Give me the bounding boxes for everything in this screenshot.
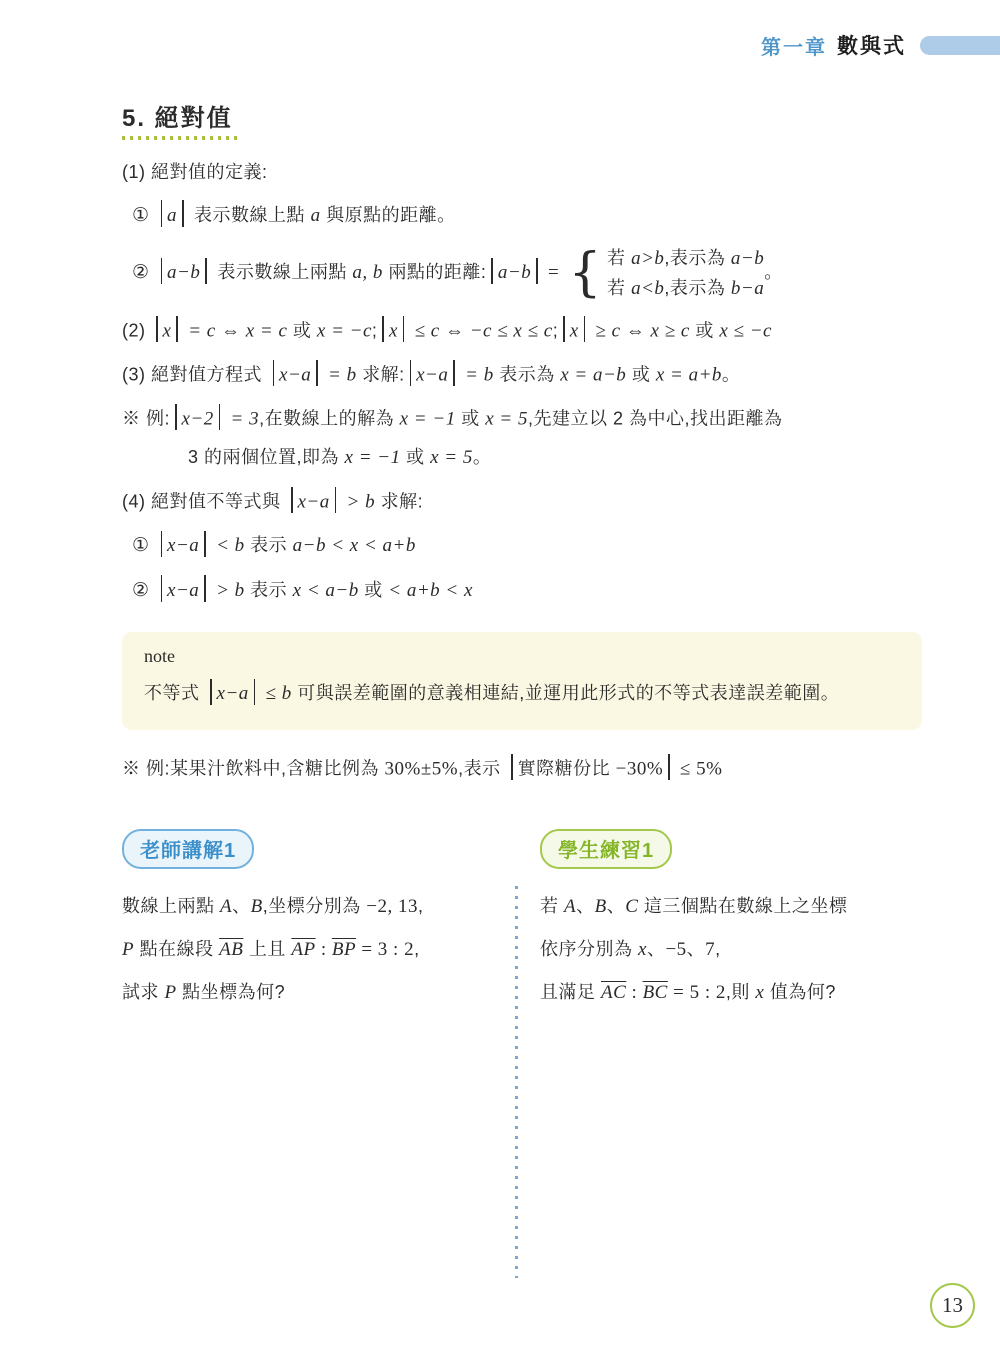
math-segment: x — [162, 320, 172, 342]
student-line-2 — [540, 932, 924, 967]
text-segment: 若 — [540, 895, 565, 916]
math-segment: > b — [210, 579, 245, 601]
math-segment: a−b — [730, 248, 765, 270]
text-segment: ,坐標分別為 — [262, 895, 367, 916]
math-segment: x — [755, 982, 765, 1004]
number-segment: −5 — [665, 938, 687, 960]
absolute-value-bar — [273, 360, 275, 386]
text-segment: 試求 — [122, 982, 165, 1003]
text-segment: ; — [371, 320, 378, 341]
text-segment: (2) — [122, 320, 151, 341]
number-segment: 7 — [705, 938, 716, 960]
student-line-1 — [540, 889, 924, 924]
overline-segment: $\overline{BP}$ — [331, 938, 357, 960]
absolute-value-bar — [161, 575, 163, 601]
text-segment: 、 — [606, 895, 626, 916]
math-segment: a−b — [167, 262, 201, 284]
absolute-value-bar — [156, 316, 158, 342]
text-segment: 表示數線上兩點 — [211, 262, 353, 283]
absolute-value-bar — [335, 487, 337, 513]
math-segment: x = a+b — [655, 364, 722, 386]
math-segment: x = 5 — [430, 447, 473, 469]
math-segment: x = a−b — [560, 364, 627, 386]
page-header — [0, 33, 1000, 57]
absolute-value-bar — [161, 258, 163, 284]
note-box — [122, 632, 922, 730]
chapter-title: 數與式 — [837, 35, 906, 58]
content-line-3 — [132, 244, 924, 303]
student-column — [540, 829, 924, 1281]
math-segment: x — [569, 320, 579, 342]
math-segment: < a+b < x — [388, 579, 473, 601]
math-segment: x = −1 — [344, 447, 401, 469]
math-segment: = b — [322, 364, 357, 386]
cases-row — [607, 274, 764, 303]
teacher-line-3 — [122, 975, 514, 1010]
overline-segment: $\overline{BC}$ — [642, 982, 668, 1004]
absolute-value-bar — [563, 316, 565, 342]
main-content — [122, 98, 924, 1281]
text-segment: 數線上兩點 — [122, 895, 221, 916]
number-segment: −30% — [615, 758, 664, 780]
content-line-5 — [122, 360, 924, 391]
number-segment: = — [542, 262, 565, 284]
teacher-example-text — [122, 889, 514, 1010]
student-practice-badge: 學生練習1 — [540, 829, 672, 869]
student-practice-text — [540, 889, 924, 1010]
math-segment: C — [625, 895, 639, 917]
absolute-value-bar — [205, 258, 207, 284]
page-number-badge — [930, 1283, 975, 1328]
page-number: 13 — [942, 1293, 963, 1317]
math-segment: x = −c — [316, 320, 372, 342]
teacher-line-2 — [122, 932, 514, 967]
absolute-value-bar — [161, 200, 163, 226]
absolute-value-bar — [403, 316, 405, 342]
math-segment: P — [164, 982, 177, 1004]
example-line — [122, 754, 924, 785]
text-segment: 、 — [232, 895, 251, 916]
math-segment: ≤ b — [260, 683, 292, 705]
content-line-6 — [122, 404, 924, 435]
content-line-1 — [122, 158, 924, 187]
math-segment: x−a — [167, 579, 200, 601]
math-segment: x−a — [416, 364, 449, 386]
math-segment: = b — [459, 364, 494, 386]
text-segment: 點在線段 — [134, 938, 220, 959]
content-line-4 — [122, 316, 924, 347]
absolute-value-bar — [182, 200, 184, 226]
cases-expression — [568, 244, 764, 303]
text-segment: 或 — [358, 579, 389, 600]
text-segment: 與原點的距離。 — [320, 204, 456, 225]
cases-brace: { — [568, 243, 603, 304]
text-segment: 或 — [689, 320, 720, 341]
dotted-column-divider — [515, 886, 518, 1278]
text-segment: 可與誤差範圍的意義相連結,並運用此形式的不等式表達誤差範圍。 — [291, 683, 840, 704]
math-segment: = 3 — [225, 407, 260, 429]
absolute-value-bar — [204, 575, 206, 601]
teacher-column — [122, 829, 514, 1281]
exercise-section — [122, 829, 924, 1281]
text-segment: 若 — [607, 248, 632, 269]
absolute-value-bar — [536, 258, 538, 284]
math-segment: a, b — [352, 262, 383, 284]
text-segment: 且滿足 — [540, 982, 602, 1003]
cases-rows — [607, 244, 764, 303]
math-segment: x < a−b — [292, 579, 359, 601]
content-line-2 — [132, 200, 924, 231]
text-segment: 不等式 — [144, 683, 206, 704]
text-segment: 、 — [646, 938, 666, 959]
cases-row — [607, 244, 764, 273]
number-segment: = 5 : 2 — [667, 982, 726, 1004]
number-segment: : — [315, 938, 332, 960]
teacher-example-badge: 老師講解1 — [122, 829, 254, 869]
text-segment: 點坐標為何? — [176, 982, 286, 1003]
text-segment: 求解: — [375, 491, 424, 511]
math-segment: a<b — [631, 277, 665, 299]
math-segment: x = −1 — [399, 407, 456, 429]
text-segment: (4) 絕對值不等式與 — [122, 491, 287, 511]
math-segment: x ≤ −c — [719, 320, 772, 342]
math-segment: ≥ c ⇔ x ≥ c — [590, 320, 690, 342]
absolute-value-bar — [219, 404, 221, 430]
math-segment: P — [122, 938, 135, 960]
section-title-dotted-underline — [122, 136, 242, 140]
overline-segment: $\overline{AB}$ — [219, 938, 244, 960]
section-title: 5. 絕對值 — [122, 105, 233, 132]
math-segment: = c ⇔ x = c — [182, 320, 288, 342]
math-segment: a — [167, 204, 178, 226]
text-segment: ; — [552, 320, 559, 341]
math-segment: a>b — [631, 248, 665, 270]
math-segment: a−b — [497, 262, 532, 284]
math-segment: B — [594, 895, 607, 917]
text-segment: 。 — [721, 364, 741, 385]
absolute-value-bar — [161, 531, 163, 557]
teacher-line-1 — [122, 889, 514, 924]
absolute-value-bar — [291, 487, 293, 513]
absolute-value-bar — [453, 360, 455, 386]
absolute-value-bar — [210, 679, 212, 705]
math-segment: x−a — [297, 491, 330, 512]
number-segment: = 3 : 2 — [356, 938, 415, 960]
text-segment: 值為何? — [764, 982, 836, 1003]
text-segment: 依序分別為 — [540, 938, 639, 959]
text-segment: ,則 — [725, 982, 756, 1003]
content-line-9 — [132, 530, 924, 561]
content-line-10 — [132, 575, 924, 606]
text-segment: 表示數線上點 — [188, 204, 311, 225]
note-label: note — [144, 646, 175, 667]
number-segment: : — [626, 982, 643, 1004]
text-segment: 或 — [626, 364, 656, 385]
math-segment: a−b < x < a+b — [292, 535, 416, 557]
text-segment: ※ 例:某果汁飲料中,含糖比例為 — [122, 758, 385, 779]
absolute-value-bar — [584, 316, 586, 342]
text-segment: 表示 — [244, 579, 293, 600]
circled-number: ① — [132, 534, 150, 557]
math-segment: A — [564, 895, 577, 917]
math-segment: < b — [210, 535, 245, 557]
note-body — [144, 675, 900, 714]
absolute-value-bar — [254, 679, 256, 705]
circled-number: ① — [132, 203, 150, 226]
math-segment: x−a — [216, 683, 249, 705]
math-segment: x−2 — [181, 407, 214, 429]
text-segment: (3) 絕對值方程式 — [122, 364, 268, 385]
text-segment: 求解: — [356, 364, 405, 385]
absolute-value-bar — [491, 258, 493, 284]
absolute-value-bar — [511, 754, 513, 780]
math-segment: x−a — [167, 535, 200, 557]
text-segment: ,先建立以 2 為中心,找出距離為 — [527, 407, 783, 428]
text-segment: 、 — [686, 938, 706, 959]
text-segment: ,在數線上的解為 — [259, 407, 400, 428]
text-segment: 。 — [472, 447, 492, 468]
text-segment: 實際糖份比 — [517, 758, 616, 779]
math-segment: a — [310, 204, 321, 226]
math-segment: x — [388, 320, 398, 342]
student-line-3 — [540, 975, 924, 1010]
text-segment: 3 的兩個位置,即為 — [188, 447, 345, 468]
text-segment: 或 — [400, 447, 431, 468]
text-segment: 或 — [287, 320, 317, 341]
text-segment: 表示 — [244, 535, 293, 556]
text-segment: ,表示為 — [664, 248, 731, 269]
text-segment: 若 — [607, 277, 632, 298]
content-line-8 — [122, 487, 924, 518]
absolute-value-bar — [668, 754, 670, 780]
math-segment: x — [638, 938, 647, 960]
math-segment: x−a — [279, 364, 312, 386]
math-segment: A — [220, 895, 233, 917]
absolute-value-bar — [316, 360, 318, 386]
text-segment: 兩點的距離: — [382, 262, 487, 283]
absolute-value-bar — [175, 404, 177, 430]
math-segment: B — [250, 895, 263, 917]
math-segment: ≤ c ⇔ −c ≤ x ≤ c — [409, 320, 553, 342]
text-segment: 這三個點在數線上之坐標 — [638, 895, 848, 916]
text-segment: 表示為 — [493, 364, 561, 385]
absolute-value-bar — [176, 316, 178, 342]
overline-segment: $\overline{AP}$ — [291, 938, 316, 960]
text-segment: (1) 絕對值的定義: — [122, 162, 268, 182]
body-text-block — [122, 158, 924, 606]
text-segment: ,表示 — [458, 758, 507, 779]
text-segment: , — [417, 895, 424, 916]
number-segment: 30%±5% — [384, 758, 459, 780]
circled-number: ② — [132, 261, 150, 284]
text-segment: 上且 — [243, 938, 292, 959]
text-segment: ,表示為 — [664, 277, 731, 298]
number-segment: −2, 13 — [366, 895, 418, 917]
content-line-7 — [188, 443, 924, 473]
text-segment: 。 — [764, 262, 783, 283]
math-segment: > b — [341, 491, 376, 512]
math-segment: x = 5 — [485, 407, 528, 429]
absolute-value-bar — [382, 316, 384, 342]
chapter-label: 第一章 — [761, 36, 827, 59]
circled-number: ② — [132, 578, 150, 601]
absolute-value-bar — [204, 531, 206, 557]
number-segment: ≤ 5% — [674, 758, 723, 780]
text-segment: 或 — [455, 407, 486, 428]
text-segment: , — [414, 938, 420, 959]
absolute-value-bar — [410, 360, 412, 386]
math-segment: b−a — [730, 277, 765, 299]
text-segment: , — [715, 938, 721, 959]
text-segment: 、 — [576, 895, 595, 916]
text-segment: ※ 例: — [122, 407, 171, 428]
header-decoration-bar — [920, 36, 1000, 55]
overline-segment: $\overline{AC}$ — [601, 982, 627, 1004]
